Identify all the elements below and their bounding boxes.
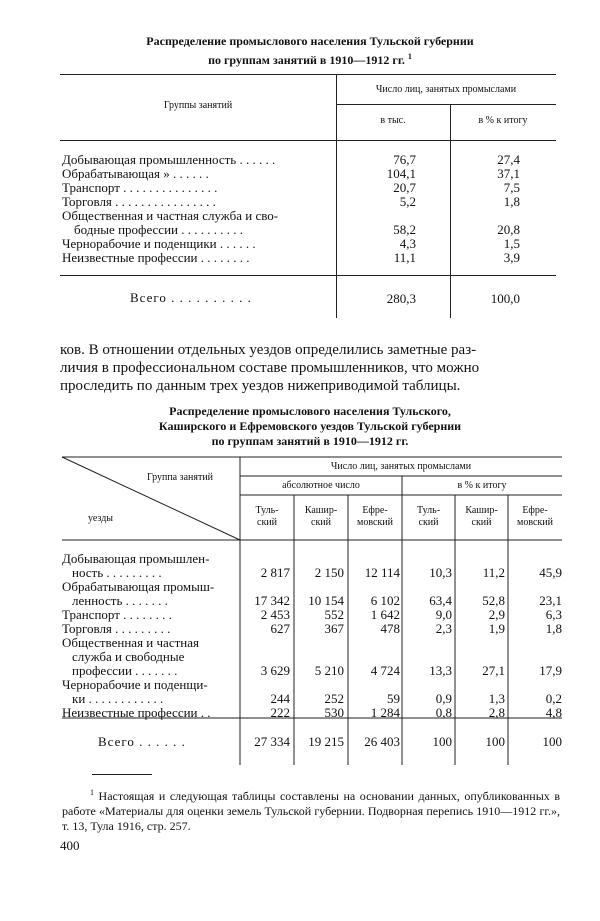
table2-cell: 4,8: [545, 705, 562, 720]
table2-row-label: ки . . . . . . . . . . . .: [72, 691, 164, 706]
cell-thousands: 11,1: [393, 250, 416, 265]
sub-efremov-pct: Ефре- мовский: [517, 505, 553, 528]
table2-cell: 59: [387, 691, 400, 706]
table2-cell: 12 114: [364, 565, 400, 580]
table2-caption-line2: Каширского и Ефремовского уездов Тульской губернии: [158, 419, 462, 433]
table2-cell: 17,9: [539, 663, 562, 678]
table2-total-cell: 100: [432, 734, 452, 749]
table2-row-label: Транспорт . . . . . . . .: [62, 607, 172, 622]
table1-col-thousands: в тыс.: [380, 115, 406, 126]
table2-cell: 27,1: [482, 663, 505, 678]
table1-caption-line1: Распределение промыслового населения Тульской губернии: [146, 34, 474, 48]
sub-kashira-pct: Кашир- ский: [465, 505, 498, 528]
cell-percent: 37,1: [497, 166, 520, 181]
table2-cell: 0,8: [435, 705, 452, 720]
cell-percent: 7,5: [503, 180, 520, 195]
paragraph-line: личия в профессиональном составе промышленников, что можно: [60, 360, 480, 376]
cell-thousands: 20,7: [393, 180, 416, 195]
table2-cell: 11,2: [482, 565, 505, 580]
table2-col-uezdy: уезды: [88, 513, 114, 524]
table2-cell: 552: [324, 607, 344, 622]
table2-total-cell: 27 334: [254, 734, 290, 749]
table2-cell: 9,0: [435, 607, 452, 622]
sub-efremov-abs: Ефре- мовский: [357, 505, 393, 528]
table2-total-cell: 100: [542, 734, 562, 749]
table2-cell: 6,3: [545, 607, 562, 622]
table2-row-label: Обрабатывающая промыш-: [62, 579, 215, 594]
table2-diagonal: [62, 457, 240, 540]
cell-percent: 1,8: [503, 194, 520, 209]
sub-tula-abs: Туль- ский: [255, 505, 279, 528]
table1-col-group: Группы занятий: [163, 100, 233, 111]
table2-cell: 0,2: [545, 691, 562, 706]
table2-col-percent: в % к итогу: [457, 480, 507, 491]
cell-percent: 27,4: [497, 152, 520, 167]
table2-cell: 2 453: [260, 607, 290, 622]
paragraph-line: ков. В отношении отдельных уездов определились заметные раз-: [60, 342, 477, 358]
table2-cell: 10,3: [429, 565, 452, 580]
table1-col-count: Число лиц, занятых промыслами: [375, 84, 517, 95]
cell-percent: 20,8: [497, 222, 520, 237]
table2-row-label: служба и свободные: [72, 649, 185, 664]
cell-thousands: 58,2: [393, 222, 416, 237]
footnote-text: Настоящая и следующая таблицы составлены на основании данных, опубликованных в работе «Материалы для оценки земель Тульской губернии. Подворная перепись 1910—1912 гг.», т. 13, Тула 1916, стр. 257.: [62, 789, 561, 833]
table2-total-label: Всего . . . . . .: [98, 734, 186, 749]
cell-thousands: 4,3: [399, 236, 416, 251]
table2-cell: 52,8: [482, 593, 505, 608]
table1-total-label: Всего . . . . . . . . . .: [130, 290, 252, 305]
row-label: Чернорабочие и поденщики . . . . . .: [62, 236, 256, 251]
table2-cell: 45,9: [539, 565, 562, 580]
table2-cell: 1,8: [545, 621, 562, 636]
table1-total-thousands: 280,3: [386, 291, 416, 306]
table2-row-label: профессии . . . . . . .: [72, 663, 178, 678]
table2-cell: 17 342: [254, 593, 290, 608]
table2-cell: 23,1: [539, 593, 562, 608]
cell-percent: 1,5: [503, 236, 520, 251]
table2-cell: 2,9: [488, 607, 505, 622]
table2-cell: 6 102: [370, 593, 400, 608]
table2-cell: 478: [380, 621, 400, 636]
footnote: [62, 785, 560, 834]
table2-cell: 63,4: [429, 593, 452, 608]
table2-cell: 252: [324, 691, 344, 706]
table2-col-count: Число лиц, занятых промыслами: [330, 461, 472, 472]
cell-thousands: 76,7: [393, 152, 416, 167]
table2-row-label: ность . . . . . . . . .: [72, 565, 162, 580]
table2-cell: 4 724: [370, 663, 400, 678]
table2-cell: 2 817: [260, 565, 290, 580]
table2-cell: 13,3: [429, 663, 452, 678]
table1-caption-text2: по группам занятий в 1910—1912 гг.: [208, 53, 405, 67]
table2-cell: 244: [270, 691, 290, 706]
table2-row-label: Добывающая промышлен-: [62, 551, 210, 566]
footnote-separator: [92, 774, 152, 775]
table2-cell: 10 154: [308, 593, 344, 608]
table2-cell: 2,3: [435, 621, 452, 636]
sub-kashira-abs: Кашир- ский: [304, 505, 338, 528]
sub-tula-pct: Туль- ский: [416, 505, 441, 528]
table2-caption-line1: Распределение промыслового населения Тульского,: [169, 404, 451, 418]
table2-col-group: Группа занятий: [146, 472, 214, 483]
table2-labels: [62, 552, 238, 720]
row-label: бодные профессии . . . . . . . . . .: [74, 222, 243, 237]
cell-percent: 3,9: [503, 250, 520, 265]
row-label: Общественная и частная служба и сво-: [62, 208, 279, 223]
table2-cell: 530: [324, 705, 344, 720]
table2-row-label: Неизвестные профессии . .: [62, 705, 211, 720]
row-label: Торговля . . . . . . . . . . . . . . . .: [62, 194, 216, 209]
paragraph-line: проследить по данным трех уездов нижеприводимой таблицы.: [60, 378, 461, 394]
row-label: Неизвестные профессии . . . . . . . .: [62, 250, 250, 265]
table1-total-percent: 100,0: [490, 291, 520, 306]
cell-thousands: 5,2: [399, 194, 416, 209]
footnote-mark: 1: [90, 788, 94, 797]
table2-caption-line3: по группам занятий в 1910—1912 гг.: [211, 434, 409, 448]
table2-cell: 627: [270, 621, 290, 636]
cell-thousands: 104,1: [386, 166, 416, 181]
table2-cell: 367: [324, 621, 344, 636]
table2-cell: 222: [270, 705, 290, 720]
table1-col-percent: в % к итогу: [478, 115, 528, 126]
table2-cell: 1,3: [488, 691, 505, 706]
table2-col-absolute: абсолютное число: [282, 480, 360, 491]
table2-cell: 5 210: [314, 663, 344, 678]
table2-total-cell: 19 215: [308, 734, 344, 749]
table2-cell: 3 629: [260, 663, 290, 678]
table2-total-cell: 26 403: [364, 734, 400, 749]
table2-cell: 1 284: [370, 705, 400, 720]
table2-cell: 1 642: [370, 607, 400, 622]
row-label: Транспорт . . . . . . . . . . . . . . .: [62, 180, 218, 195]
row-label: Обрабатывающая » . . . . . .: [62, 166, 209, 181]
table2-total-cell: 100: [485, 734, 505, 749]
row-label: Добывающая промышленность . . . . . .: [62, 152, 276, 167]
table2-row-label: Общественная и частная: [62, 635, 199, 650]
table2-cell: 2,8: [488, 705, 505, 720]
table2-row-label: Торговля . . . . . . . . .: [62, 621, 171, 636]
table2-row-label: ленность . . . . . . .: [72, 593, 168, 608]
page-number: 400: [60, 838, 80, 853]
table2-cell: 1,9: [488, 621, 505, 636]
table2-cell: 0,9: [435, 691, 452, 706]
footnote-ref: 1: [407, 52, 412, 61]
table2-cell: 2 150: [314, 565, 344, 580]
table2-row-label: Чернорабочие и поденщи-: [62, 677, 208, 692]
